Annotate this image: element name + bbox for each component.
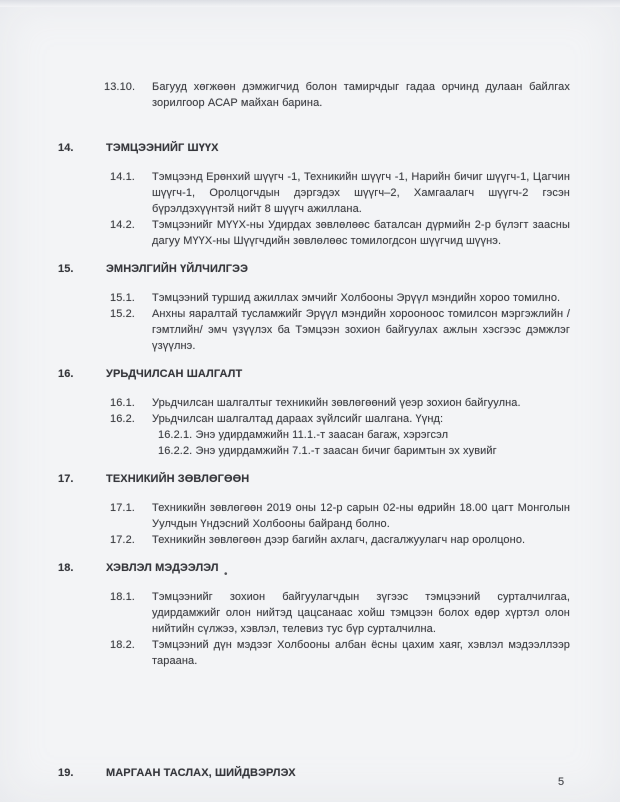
list-item (110, 217, 570, 249)
section-number: 16. (58, 368, 74, 380)
section-number: 14. (58, 142, 74, 154)
item-number: 18.2. (110, 639, 135, 651)
item-number: 15.2. (110, 308, 135, 320)
item-text (152, 395, 570, 411)
item-text: Багууд хөгжөөн дэмжигчид болон тамирчдыг гадаа орчинд дулаан байлгах зорилгоор АСАР майхан барина. (152, 81, 570, 109)
section-heading (58, 471, 570, 487)
section-number: 17. (58, 473, 74, 485)
item-text-main: Тэмцээнийг зохион байгуулагчдын зүгээс тэмцээний сурталчилгаа, удирдамжийг олон нийтэд цацсанаас хойш тэмцээн болох өдөр хүртэл олон нийтийн сүлжээ, хэвлэл, телевиз тус бүр сурталчилна. (152, 591, 570, 635)
item-number: 15.1. (110, 292, 135, 304)
list-item (110, 637, 570, 669)
list-item (110, 589, 570, 637)
list-item (110, 290, 570, 306)
section-heading (58, 366, 570, 382)
list-item (110, 169, 570, 217)
section-items (110, 290, 570, 354)
item-number: 14.2. (110, 219, 135, 231)
section (58, 366, 570, 459)
section (58, 261, 570, 354)
section (58, 140, 570, 249)
item-text (152, 411, 570, 459)
item-number: 17.1. (110, 502, 135, 514)
section-number: 19. (58, 767, 74, 779)
list-item (104, 79, 570, 111)
section (58, 471, 570, 548)
list-item (110, 411, 570, 459)
item-number: 17.2. (110, 534, 135, 546)
section-title: ТЭМЦЭЭНИЙГ ШҮҮХ (106, 142, 219, 154)
section-title: ХЭВЛЭЛ МЭДЭЭЛЭЛ (106, 562, 219, 574)
item-text-main: Тэмцээнд Ерөнхий шүүгч -1, Техникийн шүүгч -1, Нарийн бичиг шүүгч-1, Цагчин шүүгч-1, Оролцогчдын дэргэдэх шүүгч–2, Хамгаалагч шүүгч-2 гэсэн бүрэлдэхүүнтэй нийт 8 шүүгч ажиллана. (152, 171, 570, 215)
section-items (110, 395, 570, 459)
page-number: 5 (558, 776, 565, 788)
item-number: 13.10. (104, 81, 136, 93)
section (58, 560, 570, 669)
item-text-main: Урьдчилсан шалгалтад дараах зүйлсийг шалгана. Үүнд: (152, 413, 444, 425)
item-text-main: Тэмцээнийг МҮҮХ-ны Удирдах зөвлөлөөс баталсан дүрмийн 2-р бүлэгт заасны дагуу МҮҮХ-ны Шүүгчдийн зөвлөлөөс томилогдсон шүүгчид шүүнэ. (152, 219, 570, 247)
section-items (110, 169, 570, 249)
list-item (110, 532, 570, 548)
item-text (152, 306, 570, 354)
section-heading (58, 560, 570, 576)
item-text-main: Урьдчилсан шалгалтыг техникийн зөвлөгөөний үеэр зохион байгуулна. (152, 397, 521, 409)
sub-list-item: 16.2.1. Энэ удирдамжийн 11.1.-т заасан багаж, хэрэгсэл (158, 429, 449, 441)
list-item (110, 306, 570, 354)
section-items (110, 589, 570, 669)
section-items (110, 500, 570, 548)
item-text-main: Тэмцээний дүн мэдээг Холбооны албан ёсны цахим хаяг, хэвлэл мэдээллээр тараана. (152, 639, 570, 667)
item-text (152, 217, 570, 249)
item-text (152, 290, 570, 306)
section-heading (58, 765, 570, 781)
item-text-main: Техникийн зөвлөгөөн дээр багийн ахлагч, дасгалжуулагч нар оролцоно. (152, 534, 526, 546)
item-number: 18.1. (110, 591, 135, 603)
section (58, 765, 570, 781)
item-number: 14.1. (110, 171, 135, 183)
section-number: 15. (58, 263, 74, 275)
item-number: 16.2. (110, 413, 135, 425)
document-sections (58, 140, 570, 781)
section-title: МАРГААН ТАСЛАХ, ШИЙДВЭРЛЭХ (106, 767, 296, 779)
item-text-main: Тэмцээний туршид ажиллах эмчийг Холбооны Эрүүл мэндийн хороо томилно. (152, 292, 561, 304)
item-text-main: Анхны яаралтай тусламжийг Эрүүл мэндийн хорооноос томилсон мэргэжлийн /гэмтлийн/ эмч үзүүлэх ба Тэмцээн зохион байгуулах ажлын хэсгээс дэмжлэг үзүүлнэ. (152, 308, 570, 352)
section-heading (58, 140, 570, 156)
item-text (152, 532, 570, 548)
item-text (152, 589, 570, 637)
item-text (152, 500, 570, 532)
item-number: 16.1. (110, 397, 135, 409)
item-text (152, 637, 570, 669)
item-text-main: Техникийн зөвлөгөөн 2019 оны 12-р сарын 02-ны өдрийн 18.00 цагт Монголын Уулчдын Үндэсний Холбооны байранд болно. (152, 502, 570, 530)
section-title: ТЕХНИКИЙН ЗӨВЛӨГӨӨН (106, 473, 250, 485)
list-item (110, 395, 570, 411)
item-text (152, 169, 570, 217)
section-title: ЭМНЭЛГИЙН ҮЙЛЧИЛГЭЭ (106, 263, 248, 275)
section-heading (58, 261, 570, 277)
section-number: 18. (58, 562, 74, 574)
sub-list-item: 16.2.2. Энэ удирдамжийн 7.1.-т заасан бичиг баримтын эх хувийг (158, 445, 497, 457)
section-title: УРЬДЧИЛСАН ШАЛГАЛТ (106, 368, 243, 380)
stray-dot-mark: • (224, 569, 228, 580)
list-item (110, 500, 570, 532)
